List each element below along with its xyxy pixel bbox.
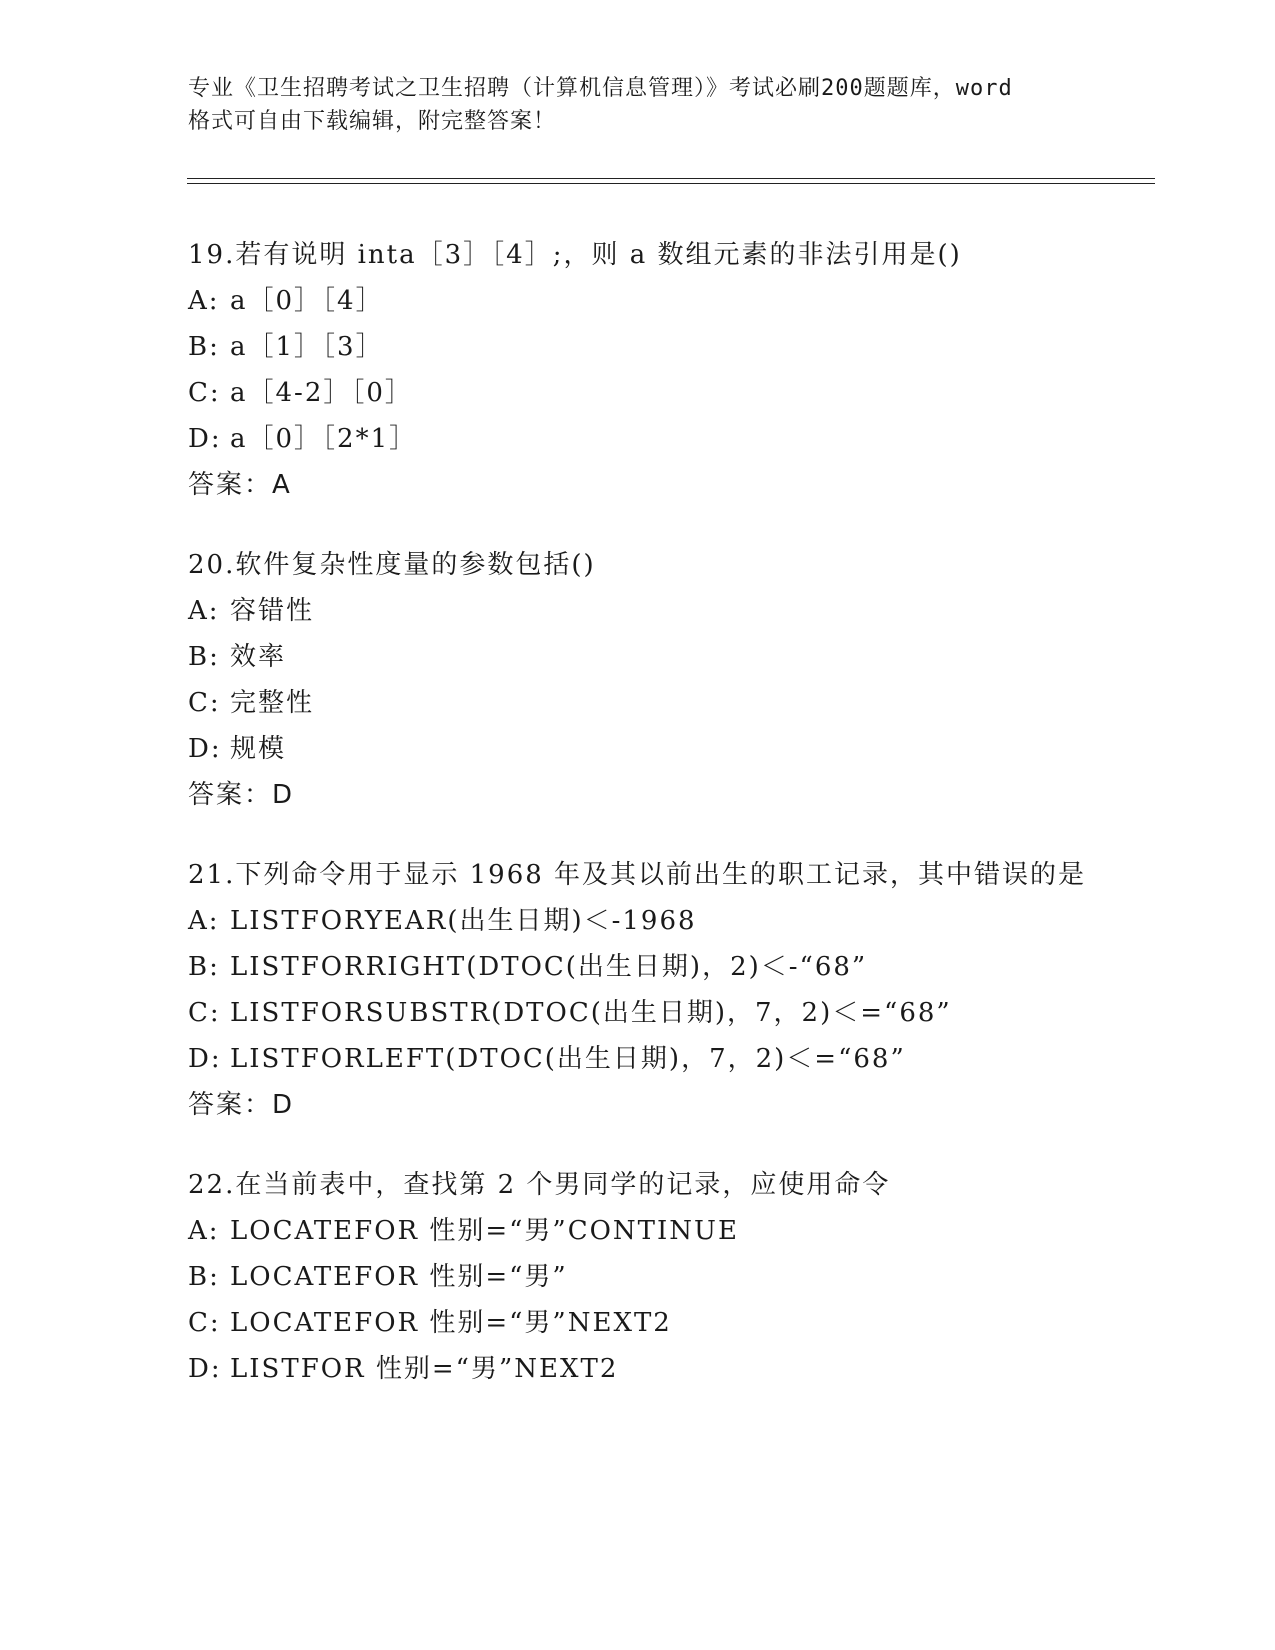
- question-stem: 20.软件复杂性度量的参数包括(): [188, 550, 596, 580]
- option-d: [188, 1036, 1088, 1082]
- answer-line: 答案：A: [188, 470, 292, 500]
- option-letter: B:: [188, 332, 220, 362]
- option-c: [188, 990, 1088, 1036]
- option-text: LISTFORRIGHT(DTOC(出生日期)，2)＜-“68”: [230, 952, 868, 982]
- option-text: a［0］［2*1］: [230, 424, 418, 454]
- option-d: [188, 1346, 1088, 1392]
- option-letter: B:: [188, 642, 220, 672]
- question-stem: 19.若有说明 inta［3］［4］;，则 a 数组元素的非法引用是(): [188, 240, 962, 270]
- question-stem: 22.在当前表中，查找第 2 个男同学的记录，应使用命令: [188, 1170, 891, 1200]
- option-b: [188, 1254, 1088, 1300]
- option-text: LOCATEFOR 性别=“男”CONTINUE: [230, 1216, 739, 1246]
- option-c: [188, 1300, 1088, 1346]
- document-header: [188, 72, 1088, 138]
- option-text: 效率: [230, 642, 287, 672]
- answer-line: 答案：D: [188, 1090, 295, 1120]
- option-letter: A:: [188, 286, 220, 316]
- option-letter: C:: [188, 998, 221, 1028]
- option-text: LISTFORYEAR(出生日期)＜-1968: [230, 906, 697, 936]
- option-letter: D:: [188, 1044, 222, 1074]
- question-list: [188, 232, 1088, 1426]
- header-divider-bottom: [187, 183, 1155, 184]
- option-letter: A:: [188, 1216, 220, 1246]
- option-letter: B:: [188, 1262, 220, 1292]
- option-a: [188, 278, 1088, 324]
- option-text: LISTFORLEFT(DTOC(出生日期)，7，2)＜=“68”: [230, 1044, 906, 1074]
- question-22: [188, 1162, 1088, 1392]
- option-a: [188, 898, 1088, 944]
- option-letter: B:: [188, 952, 220, 982]
- option-letter: D:: [188, 424, 222, 454]
- option-letter: C:: [188, 1308, 221, 1338]
- option-text: a［1］［3］: [230, 332, 384, 362]
- option-b: [188, 324, 1088, 370]
- option-letter: C:: [188, 378, 221, 408]
- option-text: LOCATEFOR 性别=“男”: [230, 1262, 568, 1292]
- option-b: [188, 944, 1088, 990]
- option-letter: A:: [188, 906, 220, 936]
- question-19: [188, 232, 1088, 508]
- answer-line: 答案：D: [188, 780, 295, 810]
- option-text: 规模: [230, 734, 287, 764]
- option-text: LISTFORSUBSTR(DTOC(出生日期)，7，2)＜=“68”: [230, 998, 952, 1028]
- option-c: [188, 370, 1088, 416]
- option-text: LOCATEFOR 性别=“男”NEXT2: [230, 1308, 672, 1338]
- option-text: 容错性: [230, 596, 315, 626]
- option-text: 完整性: [230, 688, 315, 718]
- question-stem: 21.下列命令用于显示 1968 年及其以前出生的职工记录，其中错误的是: [188, 860, 1087, 890]
- option-d: [188, 416, 1088, 462]
- header-line-1: 专业《卫生招聘考试之卫生招聘（计算机信息管理）》考试必刷200题题库，word: [188, 76, 1013, 101]
- option-letter: C:: [188, 688, 221, 718]
- question-20: [188, 542, 1088, 818]
- option-b: [188, 634, 1088, 680]
- header-divider-top: [187, 178, 1155, 179]
- option-text: a［0］［4］: [230, 286, 384, 316]
- option-letter: A:: [188, 596, 220, 626]
- option-letter: D:: [188, 1354, 222, 1384]
- option-d: [188, 726, 1088, 772]
- option-text: LISTFOR 性别=“男”NEXT2: [230, 1354, 619, 1384]
- option-letter: D:: [188, 734, 222, 764]
- option-a: [188, 1208, 1088, 1254]
- question-21: [188, 852, 1088, 1128]
- option-a: [188, 588, 1088, 634]
- header-line-2: 格式可自由下载编辑，附完整答案！: [188, 109, 557, 134]
- option-c: [188, 680, 1088, 726]
- option-text: a［4-2］［0］: [230, 378, 413, 408]
